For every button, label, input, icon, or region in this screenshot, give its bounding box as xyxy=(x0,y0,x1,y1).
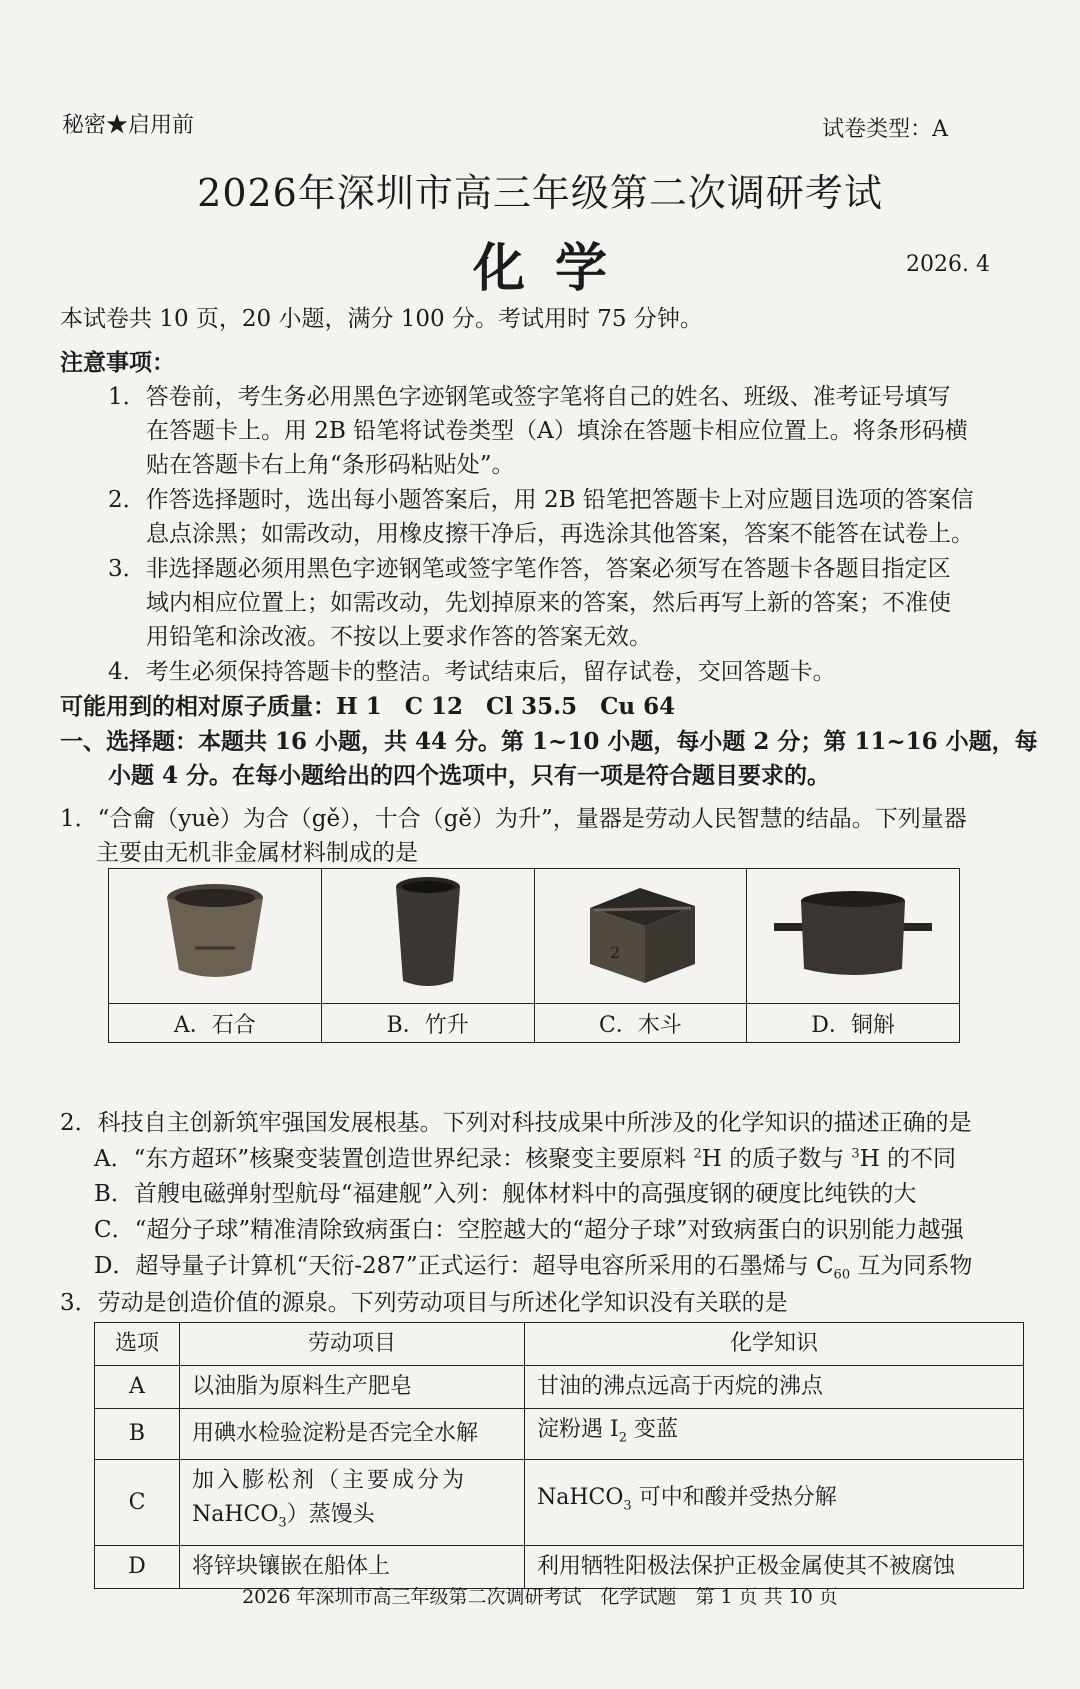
notice-heading: 注意事项： xyxy=(60,349,175,376)
paper-type: 试卷类型：A xyxy=(822,117,948,142)
q3-row-c: C 加入膨松剂（主要成分为 NaHCO$_3$）蒸馒头 NaHCO$_3$ 可中和酸并受热分解 xyxy=(95,1460,1024,1545)
q1-option-b-image xyxy=(321,869,534,1004)
q1-option-d-image xyxy=(747,869,960,1004)
notice-item-1: 1．答卷前，考生务必用黑色字迹钢笔或签字笔将自己的姓名、班级、准考证号填写 xyxy=(108,384,951,410)
q3-header-option: 选项 xyxy=(95,1323,180,1366)
page-footer: 2026 年深圳市高三年级第二次调研考试 化学试题 第 1 页 共 10 页 xyxy=(242,1586,838,1608)
notice-item-3: 3．非选择题必须用黑色字迹钢笔或签字笔作答，答案必须写在答题卡各题目指定区 xyxy=(108,556,951,582)
q2-option-a: A．“东方超环”核聚变装置创造世界纪录：核聚变主要原料 $^2$H 的质子数与 $^3$H 的不同 xyxy=(94,1146,957,1172)
notice-item-4: 4．考生必须保持答题卡的整洁。考试结束后，留存试卷，交回答题卡。 xyxy=(108,659,836,685)
q1-stem-line2: 主要由无机非金属材料制成的是 xyxy=(96,840,418,866)
notice-item-1-line3: 贴在答题卡右上角“条形码粘贴处”。 xyxy=(146,452,515,478)
q3-table xyxy=(94,1322,1024,1589)
bronze-vessel-icon xyxy=(768,883,938,983)
q1-option-a: A．石合 xyxy=(109,1004,322,1043)
q1-option-b: B．竹升 xyxy=(321,1004,534,1043)
secret-label: 秘密★启用前 xyxy=(62,113,195,138)
stone-cup-icon xyxy=(155,878,275,988)
section1-line1: 一、选择题：本题共 16 小题，共 44 分。第 1~10 小题，每小题 2 分；第 11~16 小题，每 xyxy=(60,728,1038,755)
q2-option-c: C．“超分子球”精准清除致病蛋白：空腔越大的“超分子球”对致病蛋白的识别能力越强 xyxy=(94,1217,964,1243)
q1-option-d: D．铜斛 xyxy=(747,1004,960,1043)
q1-option-a-image xyxy=(109,869,322,1004)
notice-item-2: 2．作答选择题时，选出每小题答案后，用 2B 铅笔把答题卡上对应题目选项的答案信 xyxy=(108,487,974,513)
atomic-mass: 可能用到的相对原子质量：H 1 C 12 Cl 35.5 Cu 64 xyxy=(60,693,676,720)
exam-title: 2026年深圳市高三年级第二次调研考试 xyxy=(197,171,883,215)
q2-stem: 2．科技自主创新筑牢强国发展根基。下列对科技成果中所涉及的化学知识的描述正确的是 xyxy=(60,1110,972,1136)
notice-item-1-line2: 在答题卡上。用 2B 铅笔将试卷类型（A）填涂在答题卡相应位置上。将条形码横 xyxy=(146,418,968,444)
intro-text: 本试卷共 10 页，20 小题，满分 100 分。考试用时 75 分钟。 xyxy=(60,306,703,332)
bamboo-cup-icon xyxy=(383,873,473,993)
subject-title: 化学 xyxy=(472,238,637,299)
section1-line2: 小题 4 分。在每小题给出的四个选项中，只有一项是符合题目要求的。 xyxy=(108,762,831,789)
exam-date: 2026. 4 xyxy=(906,252,990,277)
q3-row-a: A 以油脂为原料生产肥皂 甘油的沸点远高于丙烷的沸点 xyxy=(95,1366,1024,1409)
q1-options-table xyxy=(108,868,960,1043)
q3-header-task: 劳动项目 xyxy=(180,1323,525,1366)
q3-stem: 3．劳动是创造价值的源泉。下列劳动项目与所述化学知识没有关联的是 xyxy=(60,1290,788,1316)
notice-item-2-line2: 息点涂黑；如需改动，用橡皮擦干净后，再选涂其他答案，答案不能答在试卷上。 xyxy=(146,521,974,547)
q3-row-b: B 用碘水检验淀粉是否完全水解 淀粉遇 $I_2$ 变蓝 xyxy=(95,1409,1024,1460)
q2-option-b: B．首艘电磁弹射型航母“福建舰”入列：舰体材料中的高强度钢的硬度比纯铁的大 xyxy=(94,1181,917,1207)
wooden-box-icon xyxy=(570,878,710,988)
notice-item-3-line3: 用铅笔和涂改液。不按以上要求作答的答案无效。 xyxy=(146,624,652,650)
q3-header-knowledge: 化学知识 xyxy=(525,1323,1024,1366)
notice-item-3-line2: 域内相应位置上；如需改动，先划掉原来的答案，然后再写上新的答案；不准使 xyxy=(146,590,951,616)
q3-row-d: D 将锌块镶嵌在船体上 利用牺牲阳极法保护正极金属使其不被腐蚀 xyxy=(95,1545,1024,1588)
svg-text:2: 2 xyxy=(610,943,621,962)
q1-option-c: C．木斗 xyxy=(534,1004,747,1043)
q1-stem: 1．“合龠（yuè）为合（gě），十合（gě）为升”，量器是劳动人民智慧的结晶。下列量器 xyxy=(60,806,967,832)
q2-option-d: D．超导量子计算机“天衍-287”正式运行：超导电容所采用的石墨烯与 $C_{60}$ 互为同系物 xyxy=(94,1253,973,1283)
q1-option-c-image xyxy=(534,869,747,1004)
